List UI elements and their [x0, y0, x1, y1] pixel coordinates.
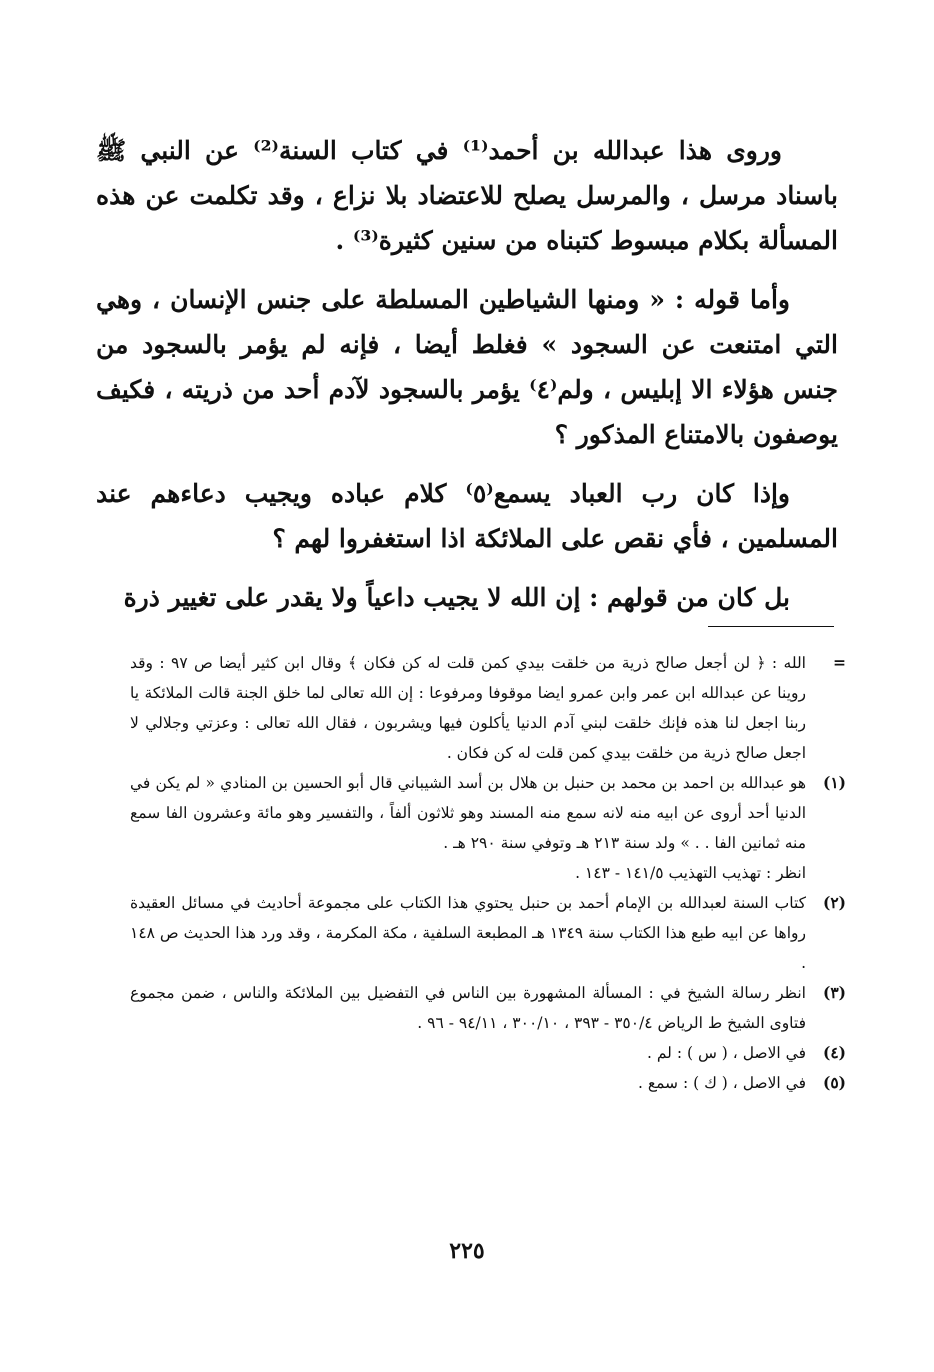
footnote-body [130, 768, 806, 858]
footnote-text: في الاصل ، ( ك ) : سمع . [637, 1074, 806, 1092]
footnote-body [130, 888, 806, 978]
footnote-1 [130, 768, 846, 858]
main-paragraph: وإذا كان رب العباد يسمع⁽٥⁾ كلام عباده ويجيب دعاءهم عند المسلمين ، فأي نقص على الملائكة اذا استغفروا لهم ؟ [96, 479, 838, 553]
footnote-separator [708, 626, 834, 627]
footnote-marker: (٣) [822, 983, 846, 1002]
footnote-body [130, 978, 806, 1038]
footnote-marker: (١) [822, 773, 846, 792]
footnote-text: هو عبدالله بن احمد بن محمد بن حنبل بن هلال بن أسد الشيباني قال أبو الحسين بن المنادي « لم يكن في الدنيا أحد أروى عن ابيه منه لانه سمع منه المسند وهو ثلاثون ألفاً ، والتفسير وهو مائة وعشرون الفا سمع منه ثمانين الفا . . » ولد سنة ٢١٣ هـ وتوفي سنة ٢٩٠ هـ . [130, 774, 806, 852]
footnote-marker-empty [806, 858, 846, 888]
footnote-marker: (٥) [822, 1073, 846, 1092]
footnote-marker: (٢) [822, 893, 846, 912]
footnote-body [130, 858, 806, 888]
footnote-text: انظر : تهذيب التهذيب ١٤١/٥ - ١٤٣ . [575, 864, 806, 882]
main-text [96, 128, 838, 634]
main-paragraph: بل كان من قولهم : إن الله لا يجيب داعياً ولا يقدر على تغيير ذرة [123, 583, 790, 612]
main-paragraph: وروى هذا عبدالله بن أحمد⁽¹⁾ في كتاب السنة⁽²⁾ عن النبي ﷺ باسناد مرسل ، والمرسل يصلح للاعتضاد بلا نزاع ، وقد تكلمت عن هذه المسألة بكلام مبسوط كتبناه من سنين كثيرة⁽³⁾ . [96, 136, 838, 255]
footnote-text: انظر رسالة الشيخ في : المسألة المشهورة بين الناس في التفضيل بين الملائكة والناس ، ضمن مجموع فتاوى الشيخ ط الرياض ٣٥٠/٤ - ٣٩٣ ، ٣٠٠/١٠ ، ٩٤/١١ - ٩٦ . [130, 984, 806, 1032]
footnote-5 [130, 1068, 846, 1098]
footnote-continuation [130, 648, 846, 768]
footnote-body [130, 1038, 806, 1068]
footnote-3 [130, 978, 846, 1038]
footnote-1-reference [130, 858, 846, 888]
footnote-marker: (٤) [822, 1043, 846, 1062]
footnotes [130, 648, 846, 1098]
footnote-4 [130, 1038, 846, 1068]
footnote-text: كتاب السنة لعبدالله بن الإمام أحمد بن حنبل يحتوي هذا الكتاب على مجموعة أحاديث في مسائل العقيدة رواها عن ابيه طبع هذا الكتاب سنة ١٣٤٩ هـ المطبعة السلفية ، مكة المكرمة ، وقد ورد هذا الحديث ص ١٤٨ . [130, 894, 806, 972]
footnote-2 [130, 888, 846, 978]
footnote-text: في الاصل ، ( س ) : لم . [647, 1044, 806, 1062]
main-paragraph: وأما قوله : « ومنها الشياطين المسلطة على جنس الإنسان ، وهي التي امتنعت عن السجود » فغلط أيضا ، فإنه لم يؤمر بالسجود من جنس هؤلاء الا إبليس ، ولم⁽٤⁾ يؤمر بالسجود لآدم أحد من ذريته ، فكيف يوصفون بالامتناع المذكور ؟ [96, 285, 838, 449]
footnote-body [130, 1068, 806, 1098]
footnote-marker: = [833, 653, 846, 672]
footnote-text: الله : ﴿ لن أجعل صالح ذرية من خلقت بيدي كمن قلت له كن فكان ﴾ وقال ابن كثير أيضا ص ٩٧ : وقد روينا عن عبدالله ابن عمر وابن عمرو ايضا موقوفا ومرفوعا : إن الله تعالى لما خلق الجنة قالت الملائكة يا ربنا اجعل لنا هذه فإنك خلقت لبني آدم الدنيا يأكلون فيها ويشربون ، فقال الله تعالى : وعزتي وجلالي لا اجعل صالح ذرية من خلقت بيدي كمن قلت له كن فكان . [130, 654, 806, 762]
page-number: ٢٢٥ [449, 1238, 485, 1264]
footnote-body [130, 648, 806, 768]
